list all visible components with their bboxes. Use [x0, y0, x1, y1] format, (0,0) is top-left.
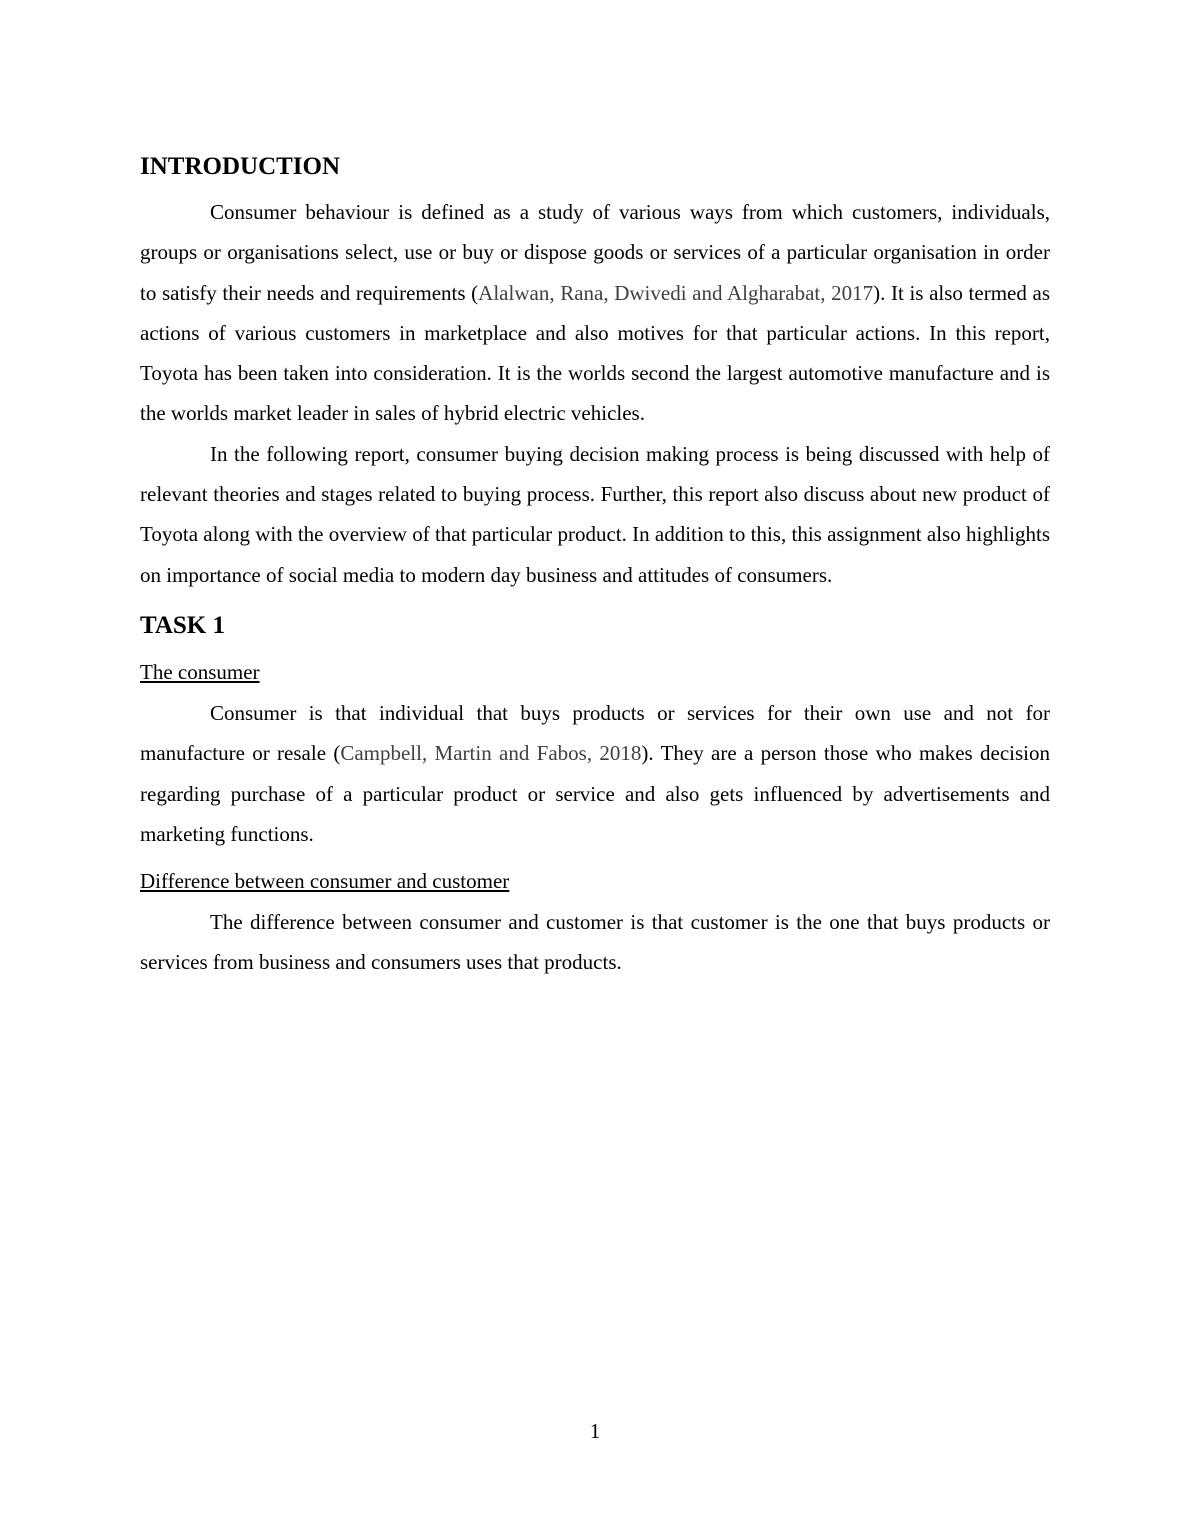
consumer-paragraph-text-before: Consumer is that individual that buys products or services for their own use and not for manufacture or resale ( [140, 700, 1050, 766]
subheading-difference: Difference between consumer and customer [140, 869, 510, 894]
introduction-heading: INTRODUCTION [140, 153, 341, 180]
citation-alalwan-2017: Alalwan, Rana, Dwivedi and Algharabat, 2017 [478, 280, 874, 305]
document-content [140, 150, 1050, 983]
task1-heading: TASK 1 [140, 611, 225, 639]
difference-paragraph: The difference between consumer and customer is that customer is the one that buys products or services from business and consumers uses that products. [140, 910, 1050, 975]
introduction-paragraph-2: In the following report, consumer buying decision making process is being discussed with help of relevant theories and stages related to buying process. Further, this report also discuss about new product of Toyota along with the overview of that particular product. In addition to this, this assignment also highlights on importance of social media to modern day business and attitudes of consumers. [140, 441, 1050, 587]
citation-campbell-2018: Campbell, Martin and Fabos, 2018 [340, 741, 642, 766]
introduction-paragraph-1-text-before: Consumer behaviour is defined as a study of various ways from which customers, individuals, groups or organisations select, use or buy or dispose goods or services of a particular organisation in order to satisfy their needs and requirements ( [140, 200, 1050, 305]
subheading-the-consumer: The consumer [140, 659, 260, 684]
consumer-paragraph [140, 693, 1050, 854]
introduction-paragraph-1 [140, 192, 1050, 434]
consumer-paragraph-text-after: ). They are a person those who makes decision regarding purchase of a particular product or service and also gets influenced by advertisements and marketing functions. [140, 741, 1050, 846]
page-number: 1 [589, 1419, 601, 1443]
introduction-paragraph-1-text-after: ). It is also termed as actions of various customers in marketplace and also motives for that particular actions. In this report, Toyota has been taken into consideration. It is the worlds second the largest automotive manufacture and is the worlds market leader in sales of hybrid electric vehicles. [140, 280, 1050, 426]
